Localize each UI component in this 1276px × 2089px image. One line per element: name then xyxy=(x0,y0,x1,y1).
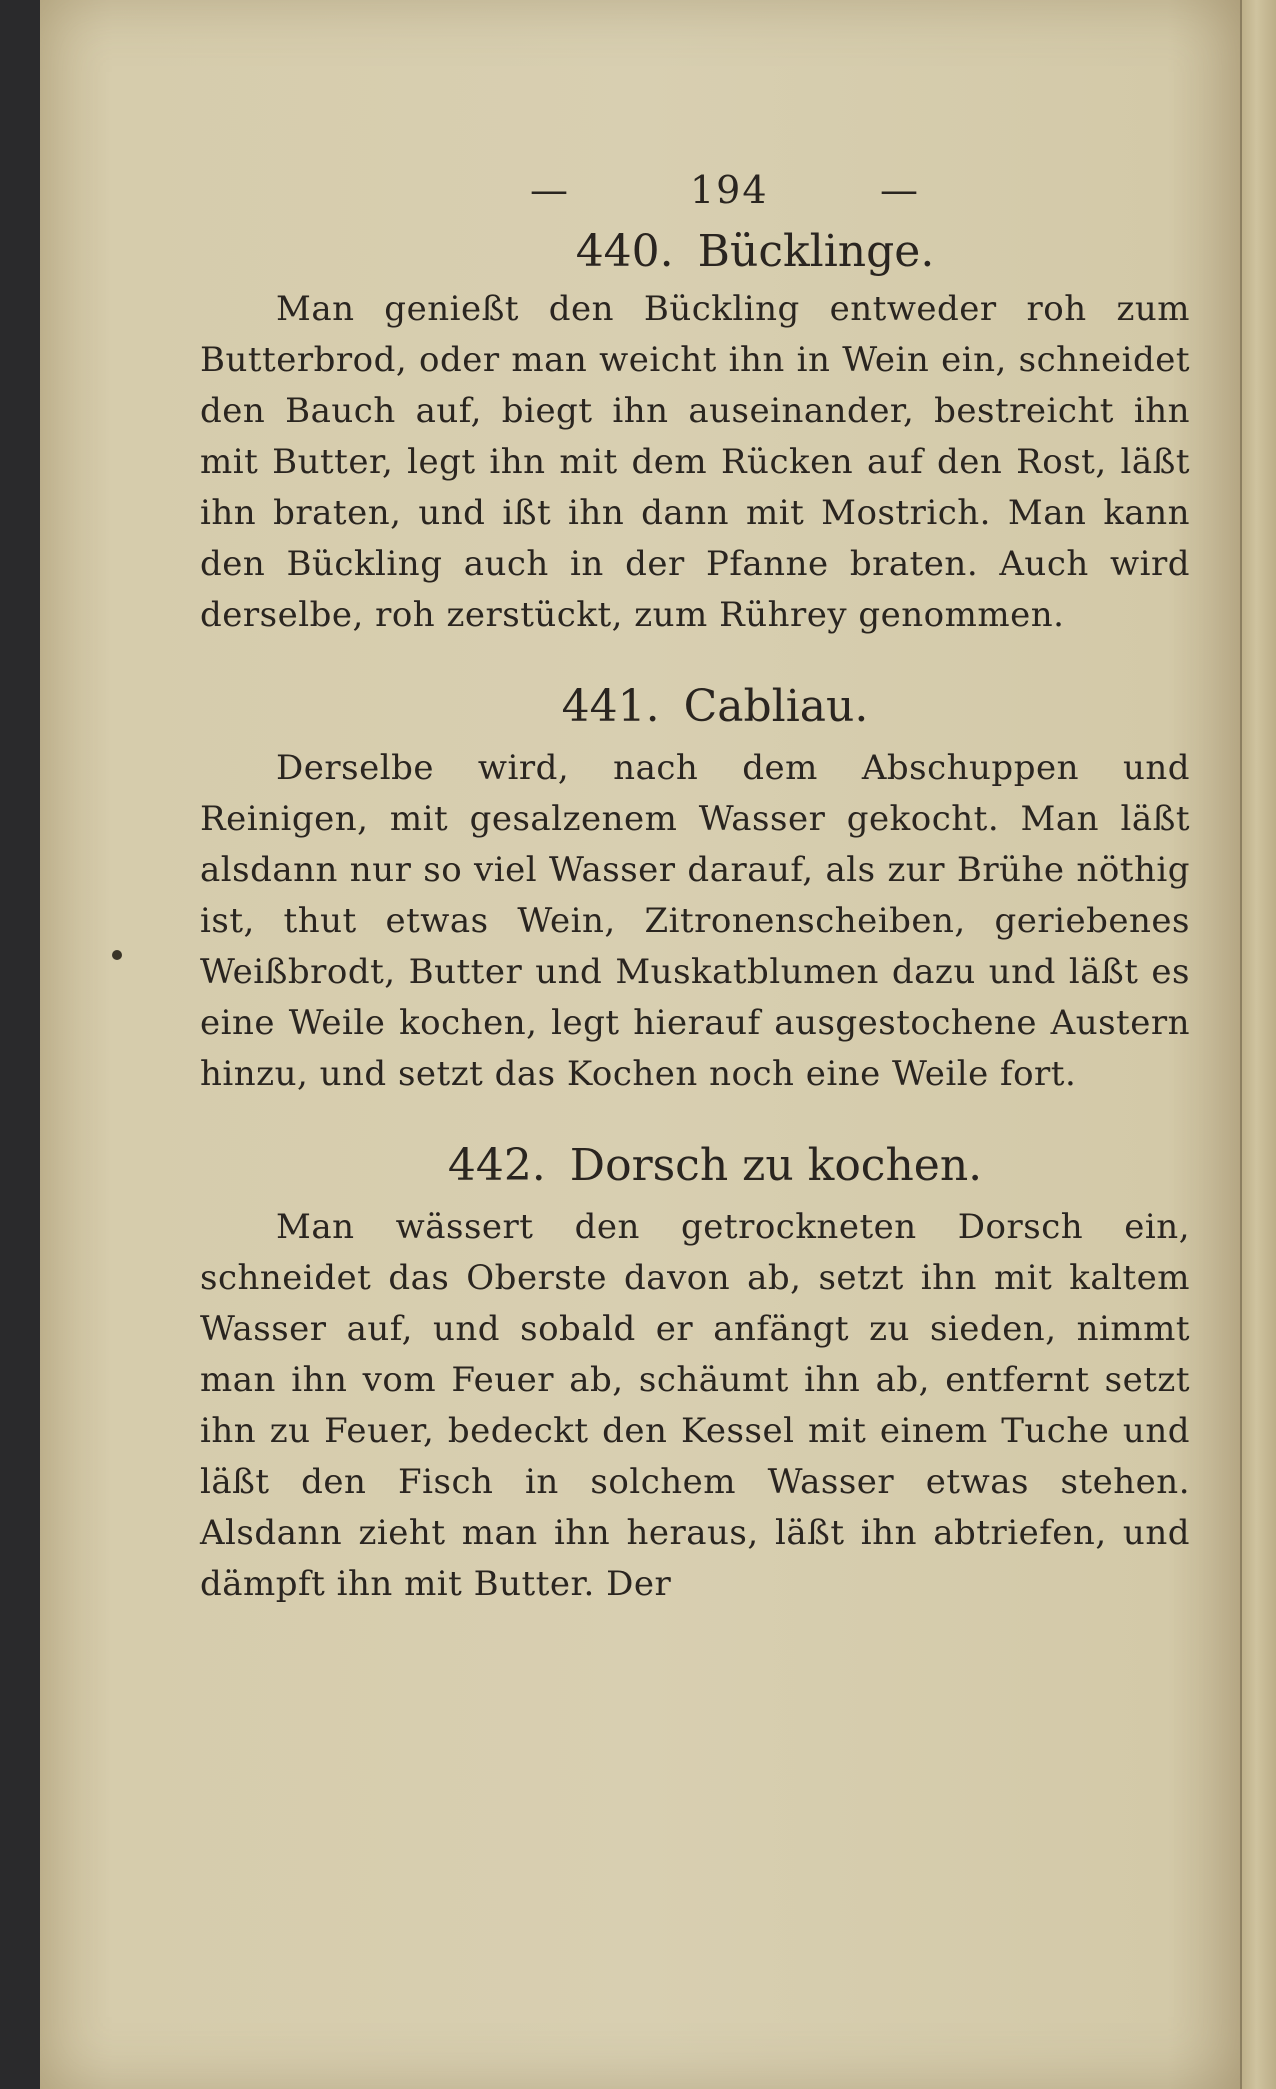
section-title: Cabliau. xyxy=(683,681,869,732)
section-heading-440 xyxy=(200,222,1190,282)
section-number: 442. xyxy=(447,1140,546,1191)
section-body-441: Derselbe wird, nach dem Abschuppen und Reinigen, mit gesalzenem Wasser gekocht. Man läßt alsdann nur so viel Wasser darauf, als zur Brühe nöthig ist, thut etwas Wein, Zitronenscheiben, geriebenes Weißbrodt, Butter und Muskatblumen dazu und läßt es eine Weile kochen, legt hierauf ausgestochene Austern hinzu, und setzt das Kochen noch eine Weile fort. xyxy=(200,748,1190,1094)
section-number: 441. xyxy=(561,681,660,732)
ink-spot xyxy=(112,950,122,960)
section-title: Dorsch zu kochen. xyxy=(569,1140,983,1191)
header-dash-right: — xyxy=(880,168,918,212)
header-dash-left: — xyxy=(530,168,568,212)
section-body-442: Man wässert den getrockneten Dorsch ein, schneidet das Oberste davon ab, setzt ihn mit kaltem Wasser auf, und sobald er anfängt zu sieden, nimmt man ihn vom Feuer ab, schäumt ihn ab, entfernt setzt ihn zu Feuer, bedeckt den Kessel mit einem Tuche und läßt den Fisch in solchem Wasser etwas stehen. Alsdann zieht man ihn heraus, läßt ihn abtriefen, und dämpft ihn mit Butter. Der xyxy=(200,1207,1190,1604)
section-title: Bücklinge. xyxy=(697,226,935,277)
page-header xyxy=(200,160,1190,220)
page-number: 194 xyxy=(690,168,769,212)
section-number: 440. xyxy=(575,226,674,277)
next-page-edge xyxy=(1240,0,1276,2089)
section-heading-442 xyxy=(200,1136,1190,1196)
section-heading-441 xyxy=(200,677,1190,737)
page-text xyxy=(200,160,1190,1610)
section-body-440: Man genießt den Bückling entweder roh zum Butterbrod, oder man weicht ihn in Wein ein, schneidet den Bauch auf, biegt ihn auseinander, bestreicht ihn mit Butter, legt ihn mit dem Rücken auf den Rost, läßt ihn braten, und ißt ihn dann mit Mostrich. Man kann den Bückling auch in der Pfanne braten. Auch wird derselbe, roh zerstückt, zum Rührey genommen. xyxy=(200,289,1190,635)
